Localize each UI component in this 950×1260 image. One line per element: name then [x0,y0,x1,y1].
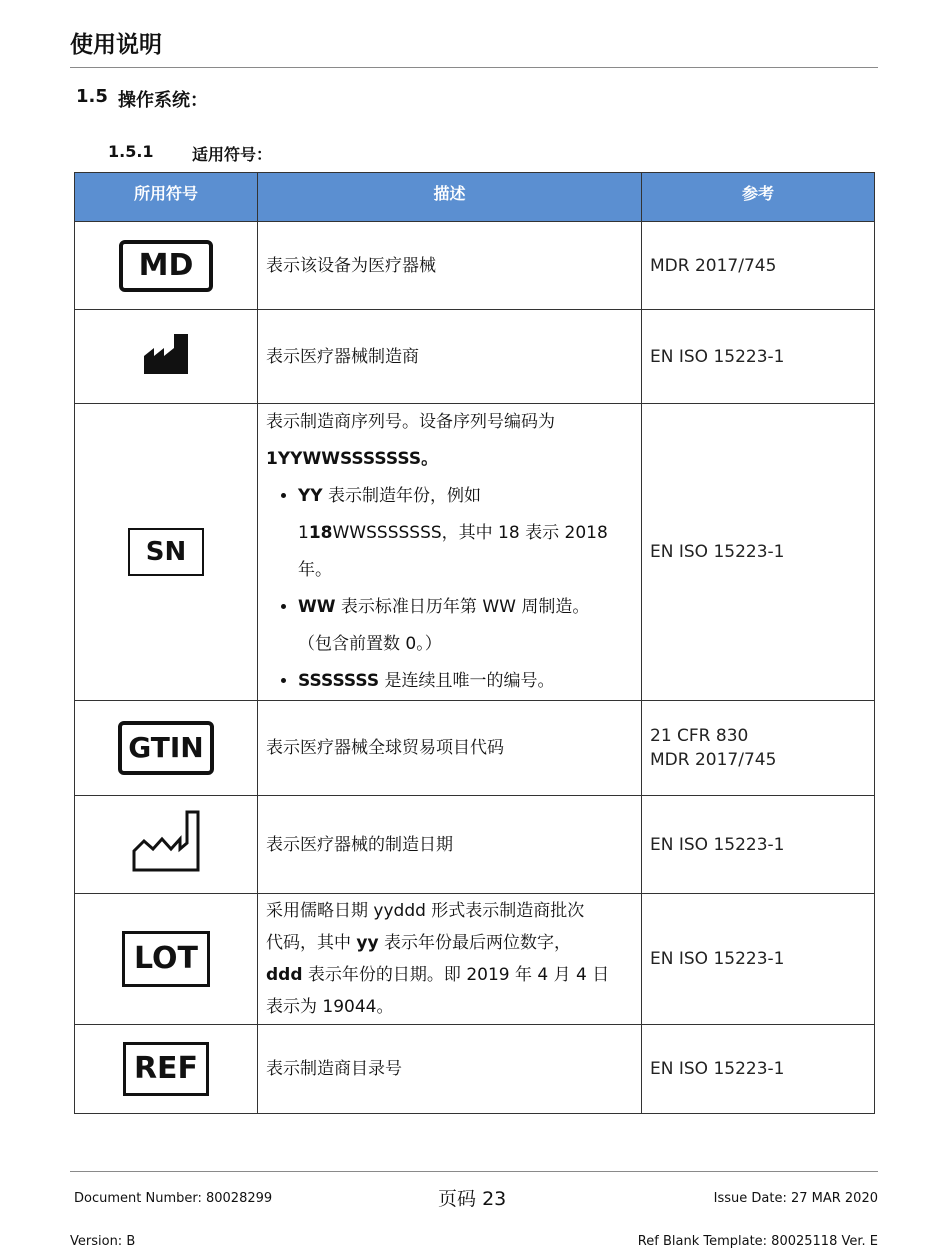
description-text: 表示医疗器械全球贸易项目代码 [266,738,504,758]
reference-text: 21 CFR 830 [650,726,749,746]
header-reference: 参考 [642,173,875,222]
table-row [75,701,875,796]
reference-cell [642,796,875,894]
reference-cell [642,1025,875,1114]
serial-bullets [266,478,633,700]
description-key: yy [356,933,379,953]
description-cell [258,404,642,701]
reference-text: EN ISO 15223-1 [650,1059,785,1079]
issue-date: Issue Date: 27 MAR 2020 [713,1191,878,1206]
symbol-cell [75,701,258,796]
reference-cell [642,894,875,1025]
symbol-cell [75,310,258,404]
description-text: 表示为 19044。 [266,997,394,1017]
symbol-cell [75,222,258,310]
page-label: 页码 [438,1188,477,1210]
description-cell [258,1025,642,1114]
table-row [75,894,875,1025]
version: Version: B [70,1234,136,1249]
description-text: 表示年份最后两位数字， [378,933,571,953]
bullet-key: 18 [308,523,333,543]
table-row [75,1025,875,1114]
header-symbol: 所用符号 [75,173,258,222]
list-item [298,589,633,663]
reference-cell [642,701,875,796]
serial-format: 1YYWWSSSSSSS。 [266,449,439,469]
reference-text: MDR 2017/745 [650,255,777,276]
symbol-cell [75,894,258,1025]
template-ref: Ref Blank Template: 80025118 Ver. E [637,1234,878,1249]
reference-cell [642,222,875,310]
symbols-table [74,172,875,1114]
header-divider [70,67,878,68]
date-of-manufacture-icon [131,858,201,878]
bullet-text: 年。 [298,560,332,580]
ref-symbol-icon: REF [123,1042,209,1096]
description-cell [258,310,642,404]
section-title: 操作系统： [118,90,208,111]
lot-symbol-icon: LOT [122,931,210,987]
description-text: 代码，其中 [266,933,357,953]
reference-cell [642,310,875,404]
reference-text: EN ISO 15223-1 [650,949,785,969]
page-number-value: 23 [482,1188,507,1210]
header-description: 描述 [258,173,642,222]
list-item [298,663,633,700]
description-text: 表示医疗器械制造商 [266,346,419,367]
reference-cell [642,404,875,701]
description-cell [258,222,642,310]
reference-text: EN ISO 15223-1 [650,346,785,367]
bullet-key: YY [298,486,323,506]
subsection-number: 1.5.1 [108,142,154,161]
manufacturer-icon [142,361,190,381]
bullet-key: WW [298,597,336,617]
table-row [75,310,875,404]
description-cell [258,796,642,894]
list-item [298,478,633,589]
bullet-key: SSSSSSS [298,671,380,691]
description-text: 采用儒略日期 yyddd 形式表示制造商批次 [266,901,585,921]
description-text: 表示制造商序列号。设备序列号编码为 [266,412,555,432]
subsection-title: 适用符号： [192,145,273,164]
description-cell [258,894,642,1025]
bullet-text: 表示标准日历年第 WW 周制造。 [335,597,590,617]
symbol-cell [75,1025,258,1114]
md-symbol-icon: MD [119,240,213,292]
description-text: 表示制造商目录号 [266,1059,402,1079]
bullet-text: 表示制造年份，例如 [322,486,482,506]
description-text: 表示该设备为医疗器械 [266,255,436,276]
reference-text: EN ISO 15223-1 [650,542,785,562]
document-number: Document Number: 80028299 [74,1191,273,1206]
description-text: 表示年份的日期。即 2019 年 4 月 4 日 [302,965,610,985]
sn-symbol-icon: SN [128,528,204,576]
section-number: 1.5 [76,86,108,107]
bullet-text: 1 [298,523,309,543]
table-row [75,796,875,894]
gtin-symbol-icon: GTIN [118,721,214,775]
bullet-text: WWSSSSSSS，其中 18 表示 2018 [332,523,608,543]
description-cell [258,701,642,796]
table-header-row [75,173,875,222]
description-text [266,959,633,991]
table-row [75,222,875,310]
bullet-text: 是连续且唯一的编号。 [379,671,555,691]
symbol-cell [75,796,258,894]
reference-text: MDR 2017/745 [650,750,777,770]
symbol-cell [75,404,258,701]
page-number [438,1184,506,1211]
footer-divider [70,1171,878,1172]
description-text [266,927,633,959]
description-key: ddd [266,965,303,985]
page-title: 使用说明 [70,32,162,58]
bullet-text: （包含前置数 0。） [298,634,442,654]
table-row [75,404,875,701]
reference-text: EN ISO 15223-1 [650,834,785,855]
description-text: 表示医疗器械的制造日期 [266,834,453,855]
